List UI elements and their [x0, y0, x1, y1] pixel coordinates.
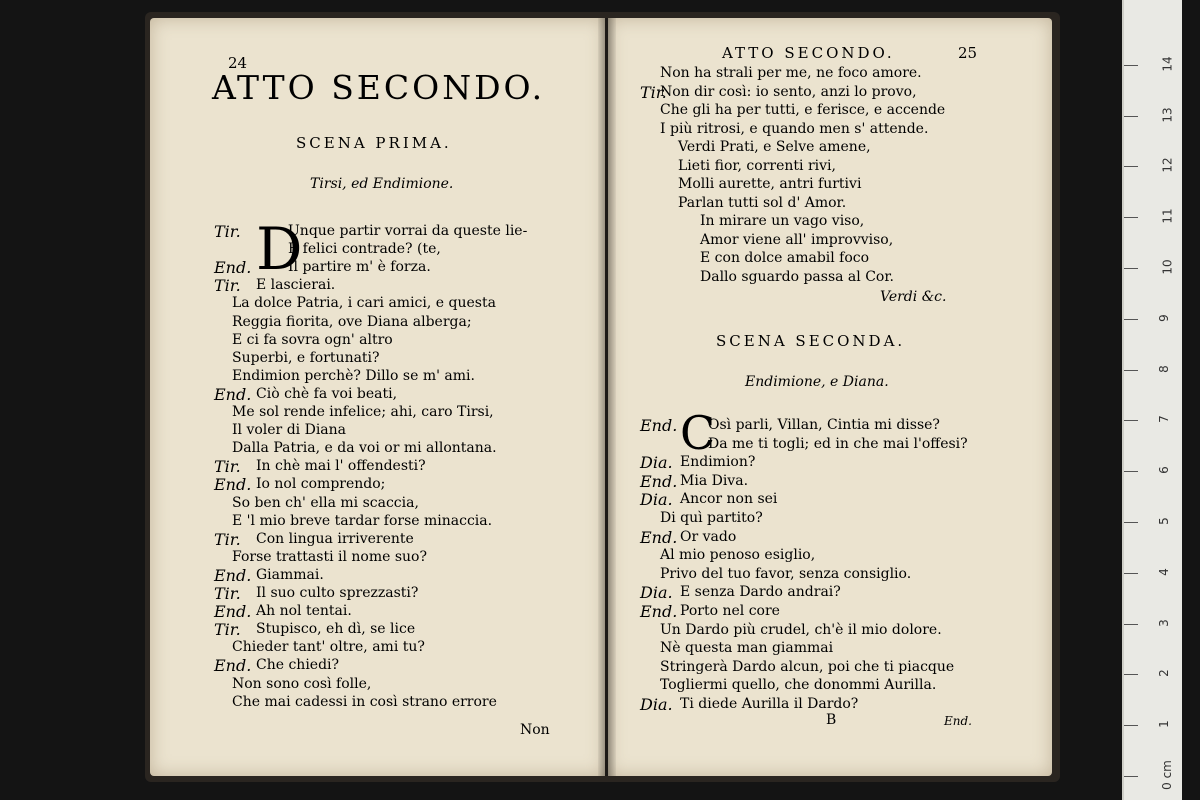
- verse-text: Da me ti togli; ed in che mai l'offesi?: [708, 435, 968, 452]
- verse-text: Che gli ha per tutti, e ferisce, e accende: [660, 102, 946, 118]
- verse-line: [680, 583, 841, 601]
- verse-line: [232, 439, 497, 457]
- verse-line: [232, 548, 427, 566]
- verse-line: [232, 693, 497, 711]
- ruler-label: 12: [1160, 157, 1175, 174]
- running-header: ATTO SECONDO.: [722, 44, 895, 62]
- verse-line: [700, 268, 894, 286]
- verse-line: [256, 602, 352, 620]
- verse-line: [232, 294, 496, 312]
- verse-line: [678, 157, 836, 175]
- speaker-label: Dia.: [640, 695, 673, 714]
- verse-text: Che mai cadessi in così strano errore: [232, 693, 497, 710]
- ruler-label: 3: [1156, 618, 1171, 627]
- speaker-label: End.: [214, 475, 252, 495]
- verse-line: [680, 472, 748, 490]
- verse-text: Or vado: [680, 528, 737, 545]
- drop-cap-d: D: [256, 215, 303, 283]
- verse-line: [232, 638, 425, 656]
- verse-line: [256, 276, 335, 294]
- verse-text: Il suo culto sprezzasti?: [256, 585, 419, 601]
- verse-text: Dalla Patria, e da voi or mi allontana.: [232, 440, 497, 457]
- left-catchword: Non: [520, 722, 550, 738]
- verse-text: Che chiedi?: [256, 657, 340, 674]
- signature-mark: B: [826, 712, 837, 728]
- verse-text: E lascierai.: [256, 277, 336, 294]
- verse-text: Reggia fiorita, ove Diana alberga;: [232, 313, 472, 330]
- verse-text: Ancor non sei: [680, 491, 778, 508]
- ruler-tick: [1124, 116, 1138, 117]
- verse-text: So ben ch' ella mi scaccia,: [232, 494, 419, 511]
- ruler-tick: [1124, 522, 1138, 523]
- verse-line: [660, 509, 763, 527]
- ruler-tick: [1124, 776, 1138, 777]
- ruler-tick: [1124, 319, 1138, 320]
- act-title: ATTO SECONDO.: [212, 68, 546, 107]
- verse-line: [680, 490, 777, 508]
- verse-line: [232, 331, 393, 349]
- speaker-label: Dia.: [640, 583, 673, 603]
- verse-text: Il voler di Diana: [232, 422, 347, 439]
- ruler-label: 14: [1160, 56, 1175, 72]
- ruler-tick: [1124, 573, 1138, 574]
- verse-line: [708, 416, 940, 434]
- verse-text: Mia Diva.: [680, 472, 749, 489]
- verse-text: Superbi, e fortunati?: [232, 349, 380, 366]
- verse-line: [660, 621, 942, 639]
- speaker-label: End.: [214, 565, 252, 585]
- speaker-label: Dia.: [640, 453, 673, 473]
- right-catchword: End.: [944, 714, 972, 728]
- verse-line: [678, 138, 871, 156]
- ruler-tick: [1124, 471, 1138, 472]
- verse-line: [680, 528, 736, 546]
- verse-line: [232, 494, 419, 512]
- verse-text: Forse trattasti il nome suo?: [232, 548, 427, 565]
- verse-text: Ti diede Aurilla il Dardo?: [680, 696, 859, 712]
- ruler-tick: [1124, 420, 1138, 421]
- verse-line: [256, 620, 415, 638]
- ruler-tick: [1124, 674, 1138, 675]
- verse-line: [660, 83, 917, 101]
- ruler-label: 8: [1156, 364, 1171, 373]
- verse-line: [232, 421, 346, 439]
- ruler-tick: [1124, 624, 1138, 625]
- speaker-label: End.: [214, 384, 252, 404]
- verse-text: Verdi Prati, e Selve amene,: [678, 139, 871, 155]
- ruler-label: 1: [1156, 720, 1171, 729]
- verse-line: [232, 367, 475, 385]
- verse-text: Al mio penoso esiglio,: [660, 547, 816, 564]
- verse-text: Lieti fior, correnti rivi,: [678, 157, 836, 174]
- verse-text: Ah nol tentai.: [256, 603, 352, 620]
- speaker-label: End.: [214, 656, 252, 676]
- verse-line: [660, 64, 922, 82]
- verse-line: [678, 194, 846, 212]
- scene-persons-1: Tirsi, ed Endimione.: [310, 176, 454, 192]
- verse-line: [660, 546, 815, 564]
- speaker-label: Tir.: [214, 276, 241, 296]
- verse-text: E felici contrade? (te,: [288, 241, 441, 258]
- ruler-label: 7: [1156, 415, 1171, 424]
- ruler-label: 0 cm: [1159, 760, 1174, 790]
- ruler-tick: [1124, 268, 1138, 269]
- ruler-tick: [1124, 217, 1138, 218]
- speaker-label: Dia.: [640, 490, 673, 510]
- ruler-label: 6: [1156, 466, 1171, 475]
- scene-persons-2: Endimione, e Diana.: [745, 374, 889, 390]
- verse-line: [288, 258, 431, 276]
- speaker-label: End.: [214, 602, 252, 622]
- verse-line: [680, 453, 755, 471]
- scene-title-1: SCENA PRIMA.: [296, 134, 452, 152]
- verse-text: Privo del tuo favor, senza consiglio.: [660, 565, 912, 582]
- verse-text: Stupisco, eh dì, se lice: [256, 621, 416, 638]
- verse-text: Molli aurette, antri furtivi: [678, 176, 862, 192]
- verse-text: Togliermi quello, che donommi Aurilla.: [660, 677, 937, 694]
- book-gutter: [598, 18, 616, 776]
- verse-text: In chè mai l' offendesti?: [256, 458, 426, 475]
- verse-line: [660, 639, 833, 657]
- speaker-label: End.: [640, 602, 678, 621]
- verse-text: In mirare un vago viso,: [700, 213, 865, 229]
- verse-line: [660, 120, 928, 138]
- speaker-label: Tir.: [214, 529, 241, 549]
- verse-text: Non dir così: io sento, anzi lo provo,: [660, 83, 917, 100]
- verse-text: Con lingua irriverente: [256, 530, 414, 547]
- verse-text: Chieder tant' oltre, ami tu?: [232, 639, 425, 656]
- ruler-tick: [1124, 370, 1138, 371]
- ruler-label: 13: [1160, 106, 1175, 123]
- verse-text: I più ritrosi, e quando men s' attende.: [660, 120, 929, 137]
- verse-line: [256, 656, 339, 674]
- verse-line: [256, 566, 324, 584]
- drop-cap-c: C: [680, 406, 716, 460]
- ruler-label: 2: [1156, 669, 1171, 678]
- refrain: Verdi &c.: [880, 289, 947, 305]
- speaker-label: Tir.: [214, 222, 241, 241]
- verse-text: Nè questa man giammai: [660, 640, 834, 657]
- verse-text: Non sono così folle,: [232, 675, 372, 692]
- verse-text: Dallo sguardo passa al Cor.: [700, 268, 894, 285]
- left-page-number: 24: [228, 54, 248, 72]
- verse-line: [708, 435, 968, 453]
- speaker-label: Tir.: [214, 584, 241, 603]
- speaker-label: Tir.: [214, 620, 241, 640]
- verse-line: [680, 695, 858, 713]
- ruler-tick: [1124, 65, 1138, 66]
- right-page-number: 25: [958, 44, 978, 62]
- verse-line: [660, 565, 911, 583]
- verse-text: Io nol comprendo;: [256, 476, 386, 493]
- ruler-label: 4: [1156, 567, 1171, 576]
- verse-text: Un Dardo più crudel, ch'è il mio dolore.: [660, 621, 942, 638]
- verse-line: [288, 240, 441, 258]
- verse-text: Il partire m' è forza.: [288, 259, 431, 276]
- verse-text: Stringerà Dardo alcun, poi che ti piacque: [660, 658, 955, 675]
- verse-text: Di quì partito?: [660, 510, 763, 526]
- verse-text: Parlan tutti sol d' Amor.: [678, 194, 847, 211]
- ruler-label: 9: [1156, 313, 1171, 322]
- speaker-label: End.: [640, 471, 678, 491]
- verse-line: [256, 457, 426, 475]
- ruler-label: 5: [1156, 517, 1171, 525]
- verse-line: [232, 512, 492, 530]
- verse-text: Ciò chè fa voi beati,: [256, 385, 398, 402]
- verse-text: Amor viene all' improvviso,: [700, 231, 894, 248]
- verse-line: [700, 212, 864, 230]
- verse-line: [232, 349, 380, 367]
- verse-line: [700, 231, 893, 249]
- verse-text: E ci fa sovra ogn' altro: [232, 331, 393, 348]
- verse-line: [678, 175, 861, 193]
- verse-text: E senza Dardo andrai?: [680, 584, 841, 601]
- verse-text: Giammai.: [256, 566, 324, 583]
- verse-line: [288, 222, 527, 240]
- verse-text: Endimion?: [680, 454, 756, 471]
- verse-text: La dolce Patria, i cari amici, e questa: [232, 295, 496, 312]
- ruler-label: 11: [1160, 208, 1175, 224]
- verse-text: Endimion perchè? Dillo se m' ami.: [232, 367, 475, 384]
- verse-text: Me sol rende infelice; ahi, caro Tirsi,: [232, 404, 494, 420]
- verse-line: [256, 530, 414, 548]
- verse-text: Osì parli, Villan, Cintia mi disse?: [708, 417, 940, 433]
- verse-line: [256, 475, 385, 493]
- ruler-label: 10: [1160, 259, 1175, 275]
- verse-line: [700, 249, 869, 267]
- speaker-label: Tir.: [640, 82, 667, 102]
- ruler-tick: [1124, 166, 1138, 167]
- verse-line: [256, 385, 397, 403]
- verse-line: [660, 676, 936, 694]
- speaker-label: Tir.: [214, 457, 241, 477]
- speaker-label: End.: [640, 416, 678, 435]
- verse-text: E 'l mio breve tardar forse minaccia.: [232, 512, 493, 529]
- ruler-tick: [1124, 725, 1138, 726]
- verse-line: [256, 584, 418, 602]
- speaker-label: End.: [640, 527, 678, 547]
- verse-line: [660, 658, 954, 676]
- verse-text: Porto nel core: [680, 603, 780, 619]
- speaker-label: End.: [214, 258, 252, 278]
- verse-line: [232, 313, 472, 331]
- scene-title-2: SCENA SECONDA.: [716, 332, 906, 350]
- verse-text: E con dolce amabil foco: [700, 250, 870, 266]
- verse-text: Unque partir vorrai da queste lie-: [288, 223, 528, 239]
- verse-line: [660, 101, 945, 119]
- verse-line: [232, 675, 371, 693]
- verse-text: Non ha strali per me, ne foco amore.: [660, 65, 922, 81]
- verse-line: [232, 403, 494, 421]
- verse-line: [680, 602, 780, 620]
